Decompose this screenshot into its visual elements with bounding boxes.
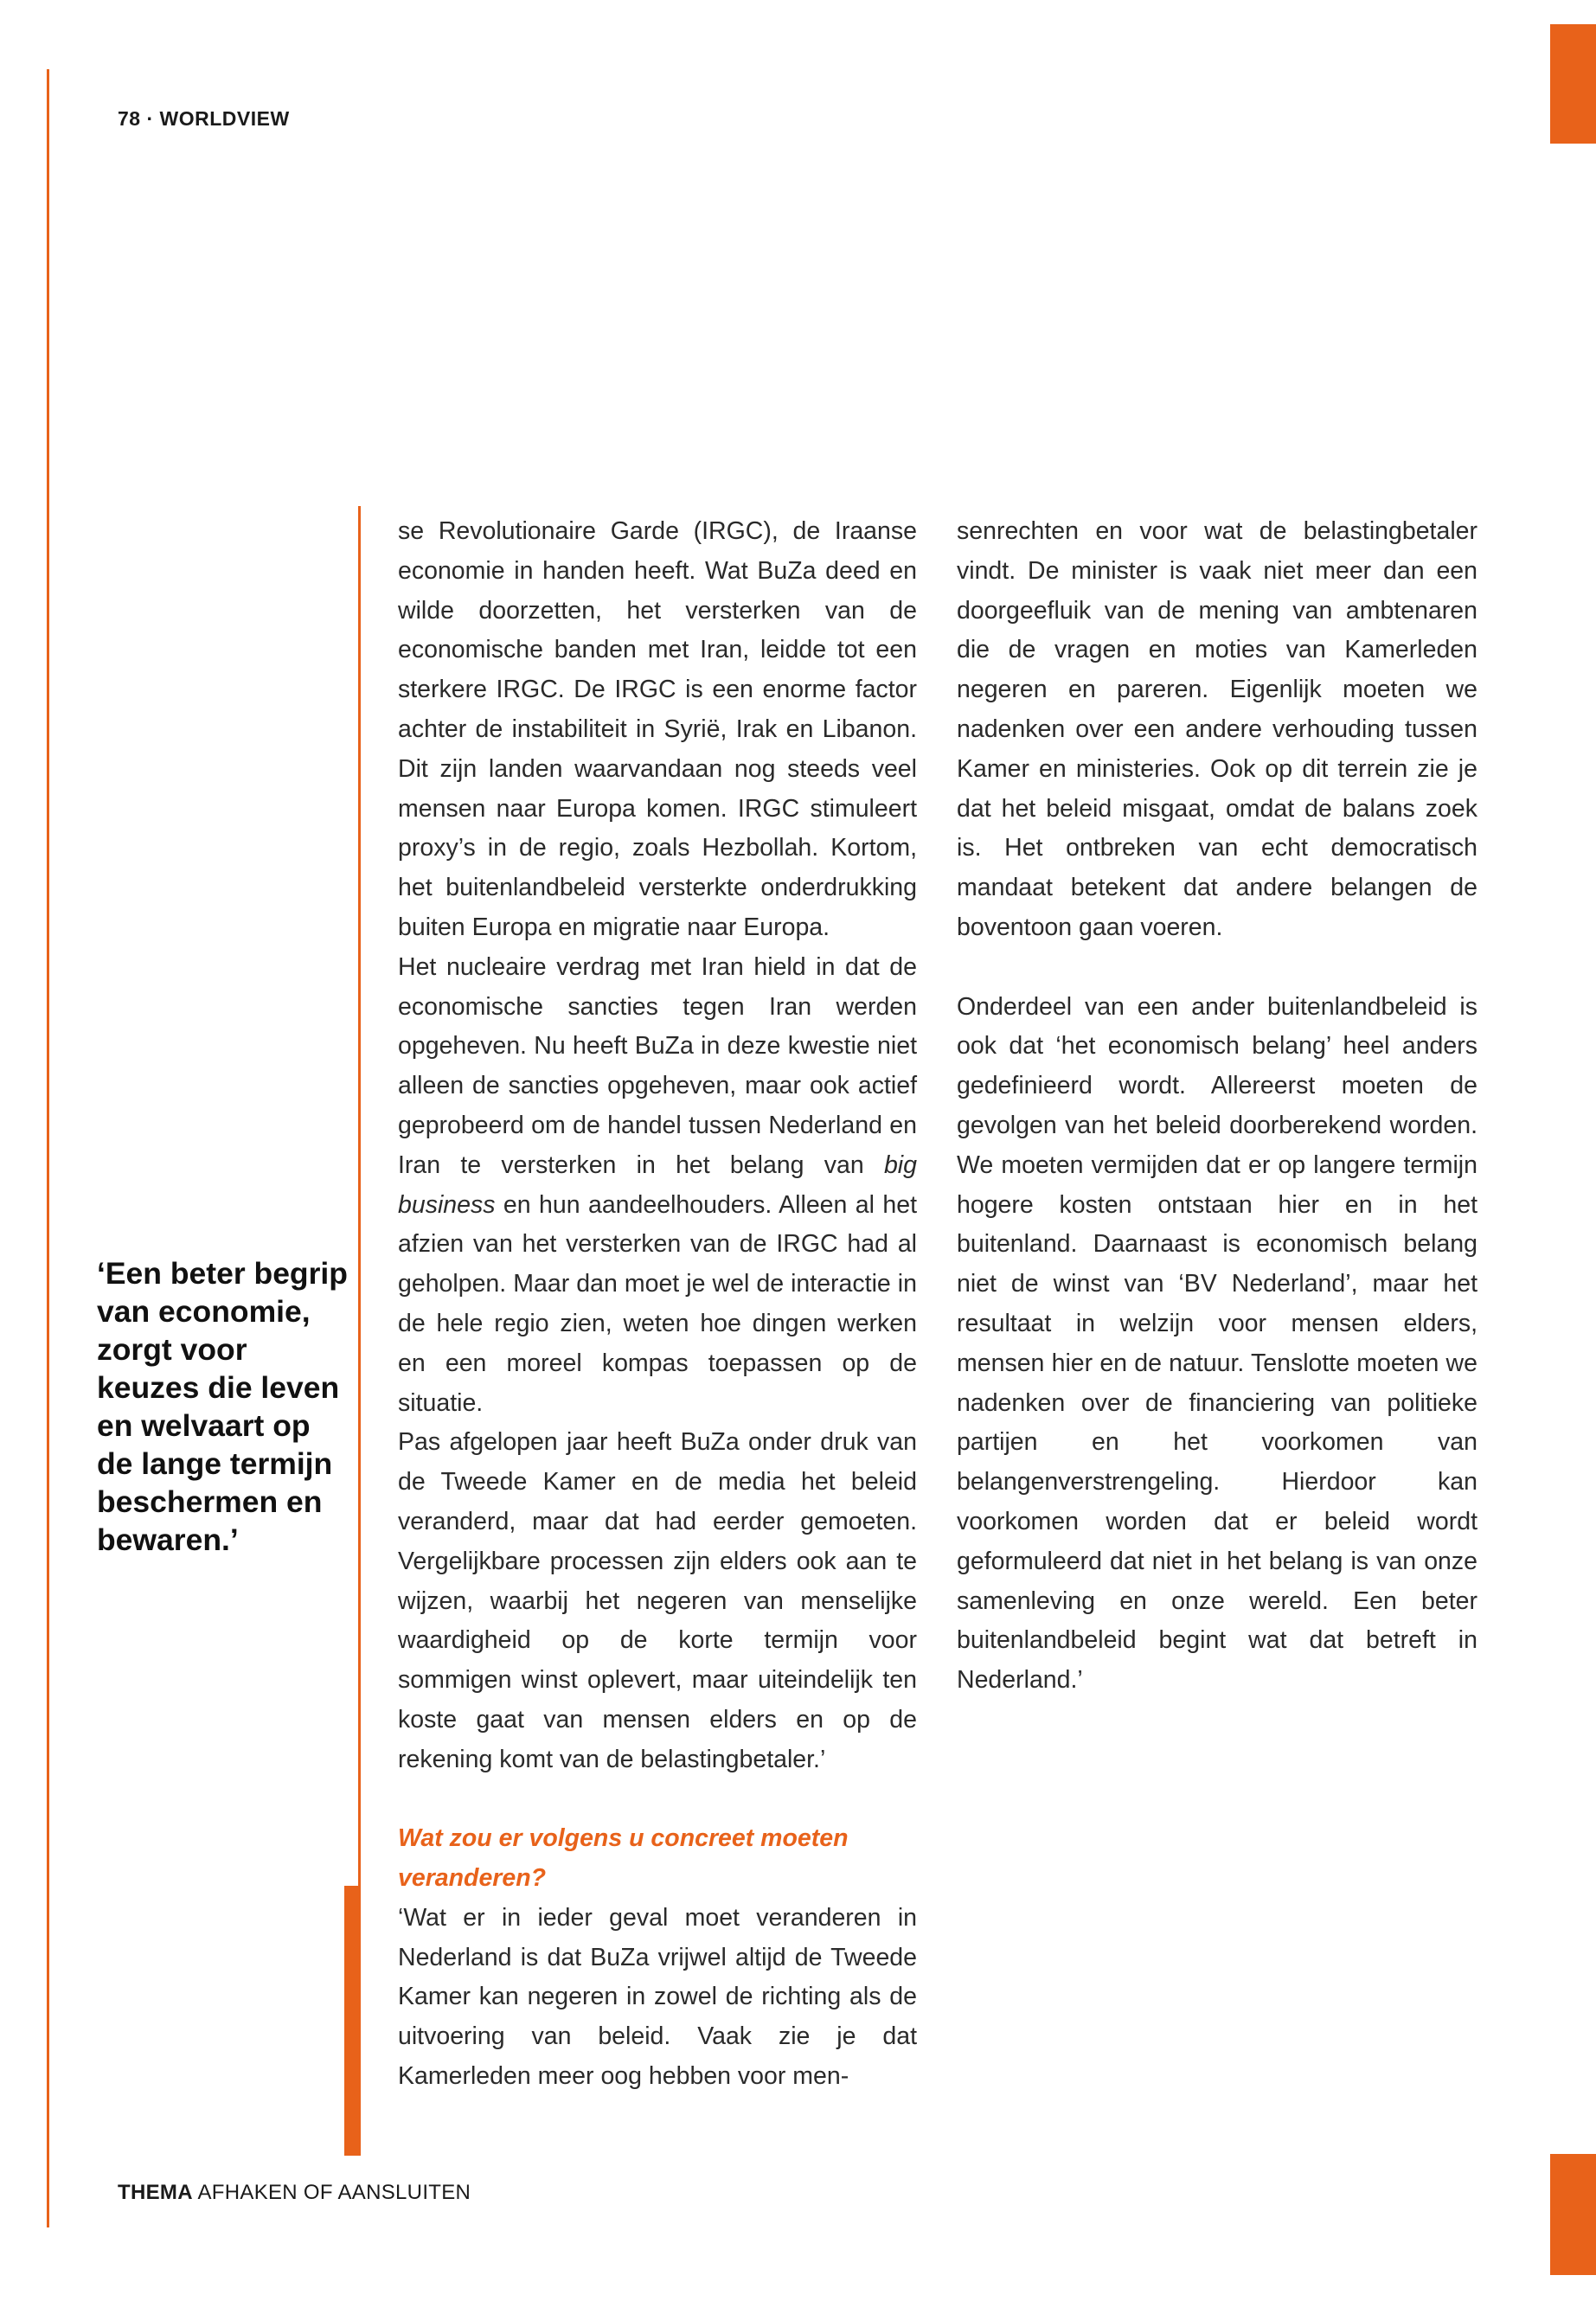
page-tab-bottom (1550, 2154, 1596, 2275)
paragraph: Pas afgelopen jaar heeft BuZa onder druk van de Tweede Kamer en de media het beleid veranderd, maar dat had eerder gemoeten. Vergelijkbare processen zijn elders ook aan te wijzen, waarbij het negeren van menselijke waardigheid op de korte termijn voor sommigen winst oplevert, maar uiteindelijk ten koste gaat van mensen elders en op de rekening komt van de belastingbetaler.’ (398, 1428, 917, 1773)
interview-question: Wat zou er volgens u concreet moeten veranderen? (398, 1824, 849, 1893)
column-accent-bar (344, 1886, 361, 2156)
paragraph: Het nucleaire verdrag met Iran hield in dat de economische sancties tegen Iran werden opgeheven. Nu heeft BuZa in deze kwestie niet alleen de sancties opgeheven, maar ook actief geprobeerd om de handel tussen Nederland en Iran te versterken in het belang van big business en hun aandeelhouders. Alleen al het afzien van het versterken van de IRGC had al geholpen. Maar dan moet je wel de interactie in de hele regio zien, weten hoe dingen werken en een moreel kompas toepassen op de situatie. (398, 952, 917, 1417)
right-column (957, 512, 1477, 1701)
header-separator: · (146, 107, 154, 130)
paragraph: Onderdeel van een ander buitenlandbeleid is ook dat ‘het economisch belang’ heel anders gedefinieerd wordt. Allereerst moeten de gevolgen van het beleid doorberekend worden. We moeten vermijden dat er op langere termijn hogere kosten ontstaan hier en in het buitenland. Daarnaast is economisch belang niet de winst van ‘BV Nederland’, maar het resultaat in welzijn voor mensen elders, mensen hier en de natuur. Tenslotte moeten we nadenken over de financiering van politieke partijen en het voorkomen van belangenverstrengeling. Hierdoor kan voorkomen worden dat er beleid wordt geformuleerd dat niet in het belang is van onze samenleving en onze wereld. Een beter buitenlandbeleid begint wat dat betreft in Nederland.’ (957, 992, 1477, 1695)
emphasis: big business (398, 1150, 917, 1219)
left-column (398, 512, 917, 2097)
pull-quote: ‘Een beter begrip van economie, zorgt voor keuzes die leven en welvaart op de lange termijn beschermen en bewaren.’ (97, 1256, 348, 1557)
paragraph: senrechten en voor wat de belastingbetaler vindt. De minister is vaak niet meer dan een doorgeefluik van de mening van ambtenaren die de vragen en moties van Kamerleden negeren en pareren. Eigenlijk moeten we nadenken over een andere verhouding tussen Kamer en ministeries. Ook op dit terrein zie je dat het beleid misgaat, omdat de balans zoek is. Het ontbreken van echt democratisch mandaat betekent dat andere belangen de boventoon gaan voeren. (957, 517, 1477, 941)
paragraph: se Revolutionaire Garde (IRGC), de Iraanse economie in handen heeft. Wat BuZa deed en wilde doorzetten, het versterken van de economische banden met Iran, leidde tot een sterkere IRGC. De IRGC is een enorme factor achter de instabiliteit in Syrië, Irak en Libanon. Dit zijn landen waarvandaan nog steeds veel mensen naar Europa komen. IRGC stimuleert proxy’s in de regio, zoals Hezbollah. Kortom, het buitenlandbeleid versterkte onderdrukking buiten Europa en migratie naar Europa. (398, 517, 917, 941)
paragraph: ‘Wat er in ieder geval moet veranderen in Nederland is dat BuZa vrijwel altijd de Tweede Kamer kan negeren in zowel de richting als de uitvoering van beleid. Vaak zie je dat Kamerleden meer oog hebben voor men- (398, 1903, 917, 2091)
footer-thema-label: THEMA (118, 2181, 193, 2204)
footer-thema-title: AFHAKEN OF AANSLUITEN (197, 2181, 471, 2204)
page-footer (118, 2181, 471, 2205)
page-margin-rule (47, 69, 49, 2227)
page-header (118, 107, 290, 131)
section-title: WORLDVIEW (159, 107, 290, 130)
column-divider (358, 506, 361, 1890)
page-tab-top (1550, 24, 1596, 144)
page-number: 78 (118, 107, 141, 130)
paragraph-gap (957, 948, 1477, 988)
